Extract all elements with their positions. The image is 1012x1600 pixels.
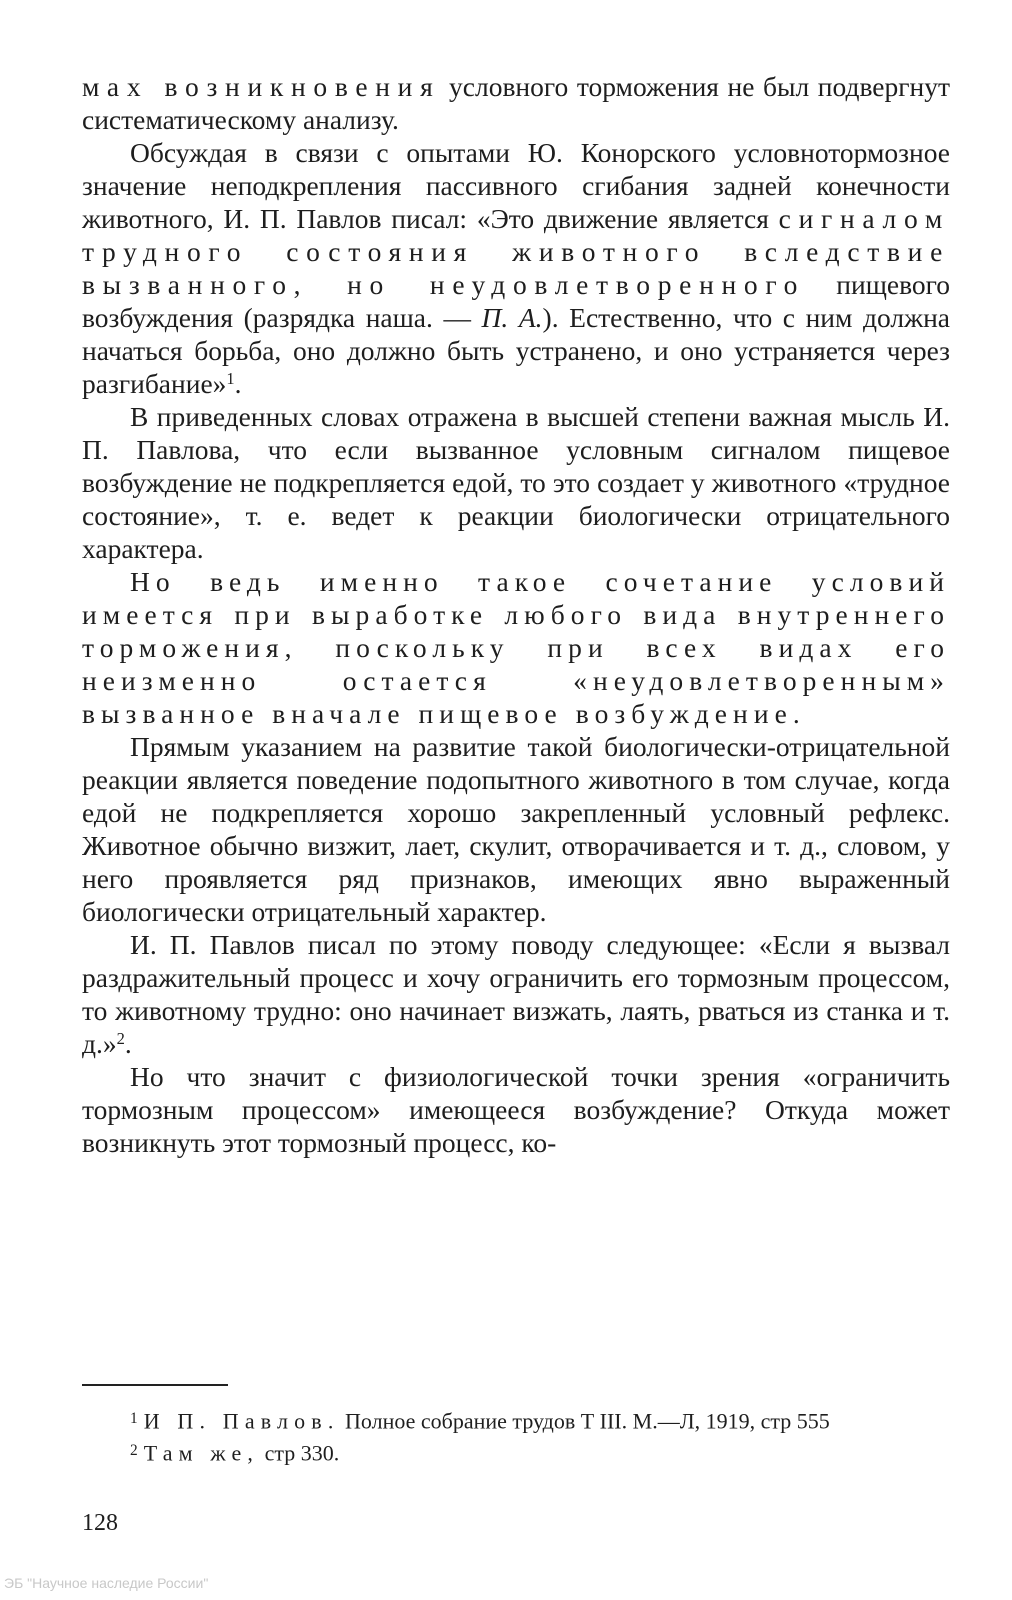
paragraph-text: пищевого возбуждения (разрядка наша. — — [82, 269, 950, 333]
paragraph-text: Прямым указанием на развитие такой биологически-отрицательной реакции является поведение подопытного животного в том случае, когда едой не подкрепляется хорошо закрепленный условный рефлекс. Животное обычно визжит, лает, скулит, отворачивается и т. д., словом, у него проявляется ряд признаков, имеющих явно выраженный биологически отрицательный характер. — [82, 731, 950, 927]
footnote-author: Там же, — [143, 1440, 260, 1466]
paragraph-text: условного торможения не был подвергнут систематическому анализу. — [82, 71, 950, 135]
paragraph-text: ). Естественно, что с ним должна начаться борьба, оно должно быть устранено, и оно устраняется через разгибание» — [82, 302, 951, 399]
footnote-2 — [82, 1436, 950, 1468]
footnote-text: Полное собрание трудов Т III. М.—Л, 1919, стр 555 — [339, 1408, 830, 1434]
watermark: ЭБ "Научное наследие России" — [4, 1575, 209, 1591]
footnote-author: И П. Павлов. — [143, 1408, 340, 1434]
paragraph-text: Обсуждая в связи с опытами Ю. Конорского условнотормозное значение неподкрепления пассивного сгибания задней конечности животного, И. П. Павлов писал: «Это движение является — [82, 137, 950, 234]
paragraph-end: . — [234, 368, 242, 399]
paragraph-3 — [82, 400, 950, 565]
paragraph-4 — [82, 565, 950, 730]
page-body — [82, 70, 950, 1159]
spaced-text: мах возникновения — [82, 71, 441, 102]
footnotes — [82, 1404, 950, 1469]
spaced-text: сигналом трудного состояния животного вследствие вызванного, но неудовлетворенного — [82, 203, 950, 300]
paragraph-2 — [82, 136, 950, 400]
paragraph-text: Но что значит с физиологической точки зрения «ограничить тормозным процессом» имеющееся возбуждение? Откуда может возникнуть этот тормозный процесс, ко- — [82, 1061, 950, 1158]
footnote-number: 2 — [130, 1442, 138, 1460]
paragraph-7 — [82, 1060, 950, 1159]
paragraph-text: В приведенных словах отражена в высшей степени важная мысль И. П. Павлова, что если вызванное условным сигналом пищевое возбуждение не подкрепляется едой, то это создает у животного «трудное состояние», т. е. ведет к реакции биологически отрицательного характера. — [82, 401, 950, 564]
page-number: 128 — [82, 1510, 118, 1536]
italic-initials: П. А. — [481, 302, 543, 333]
paragraph-5 — [82, 730, 950, 928]
footnote-ref-1: 1 — [226, 368, 235, 388]
footnote-1 — [82, 1404, 950, 1436]
paragraph-6 — [82, 928, 950, 1060]
footnote-number: 1 — [130, 1410, 138, 1427]
footnote-divider — [82, 1384, 228, 1386]
paragraph-end: . — [124, 1028, 132, 1059]
footnote-ref-2: 2 — [116, 1028, 125, 1048]
footnote-text: стр 330. — [259, 1440, 340, 1466]
spaced-text: Но ведь именно такое сочетание условий имеется при выработке любого вида внутреннего торможения, поскольку при всех видах его неизменно остается «неудовлетворенным» вызванное вначале пищевое возбуждение. — [82, 566, 950, 729]
paragraph-text: И. П. Павлов писал по этому поводу следующее: «Если я вызвал раздражительный процесс и хочу ограничить его тормозным процессом, то животному трудно: оно начинает визжать, лаять, рваться из станка и т. д.» — [82, 929, 950, 1059]
paragraph-1 — [82, 70, 950, 136]
